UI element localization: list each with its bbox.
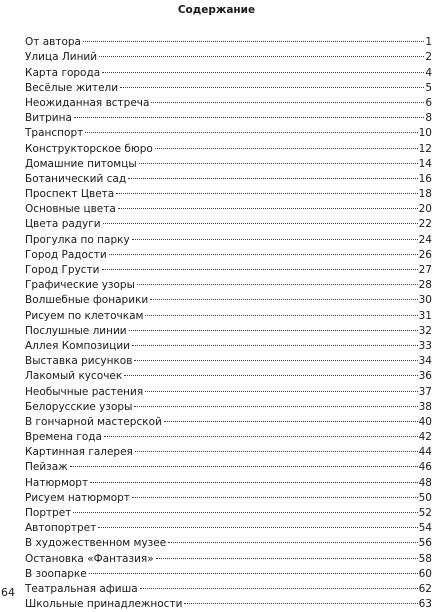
toc-entry-title: Волшебные фонарики: [25, 294, 149, 307]
toc-entry-title: Пейзаж: [25, 461, 68, 474]
toc-entry-title: Необычные растения: [25, 385, 144, 398]
dot-leader: [103, 212, 418, 227]
toc-entry-title: Натюрморт: [25, 476, 89, 489]
toc-entry-title: Театральная афиша: [25, 582, 138, 595]
toc-entry-page-number: 5: [425, 81, 432, 94]
dot-leader: [139, 152, 418, 167]
toc-entry-page-number: 56: [418, 537, 432, 550]
page-title: Содержание: [177, 4, 256, 16]
dot-leader: [155, 136, 418, 151]
toc-entry-page-number: 37: [418, 385, 432, 398]
toc-entry-title: Ботанический сад: [25, 172, 127, 185]
dot-leader: [99, 45, 424, 60]
dot-leader: [85, 121, 417, 136]
dot-leader: [73, 501, 417, 516]
toc-entry: [25, 45, 432, 64]
dot-leader: [140, 577, 418, 592]
toc-entry-title: Прогулка по парку: [25, 233, 130, 246]
toc-entry-page-number: 6: [425, 96, 432, 109]
dot-leader: [132, 227, 418, 242]
toc-entry-page-number: 26: [418, 248, 432, 261]
toc-entry-page-number: 34: [418, 355, 432, 368]
dot-leader: [120, 76, 424, 91]
toc-entry-page-number: 63: [418, 598, 432, 611]
toc-entry-title: Автопортрет: [25, 522, 97, 535]
toc-entry-page-number: 10: [418, 127, 432, 140]
toc-entry-title: Остановка «Фантазия»: [25, 552, 154, 565]
toc-entry-title: Весёлые жители: [25, 81, 119, 94]
toc-entry-page-number: 18: [418, 188, 432, 201]
toc-entry-title: Графические узоры: [25, 279, 135, 292]
toc-entry-page-number: 12: [418, 142, 432, 155]
dot-leader: [145, 379, 417, 394]
toc-entry-title: Неожиданная встреча: [25, 96, 150, 109]
toc-entry: [25, 121, 432, 140]
toc-entry-title: Основные цвета: [25, 203, 116, 216]
dot-leader: [150, 288, 417, 303]
dot-leader: [109, 243, 418, 258]
toc-entry-page-number: 28: [418, 279, 432, 292]
dot-leader: [168, 531, 417, 546]
toc-entry-page-number: 52: [418, 507, 432, 519]
toc-entry: [25, 470, 432, 489]
toc-entry-title: От автора: [25, 36, 81, 49]
dot-leader: [132, 486, 418, 501]
toc-entry-title: Выставка рисунков: [25, 355, 133, 368]
toc-entry: [25, 106, 432, 125]
dot-leader: [132, 334, 418, 349]
dot-leader: [102, 258, 418, 273]
toc-entry-title: Аллея Композиции: [25, 339, 131, 352]
toc-entry-title: Портрет: [25, 507, 72, 519]
toc-entry-page-number: 33: [418, 339, 432, 352]
toc-entry-title: Конструкторское бюро: [25, 142, 153, 155]
dot-leader: [135, 440, 418, 455]
toc-entry-title: Карта города: [25, 66, 101, 79]
dot-leader: [116, 182, 417, 197]
toc-entry-title: Белорусские узоры: [25, 400, 133, 413]
toc-entry-title: Послушные линии: [25, 324, 127, 337]
dot-leader: [156, 546, 418, 561]
toc-entry-page-number: 2: [425, 51, 432, 64]
dot-leader: [164, 410, 418, 425]
table-of-contents: [25, 30, 432, 611]
toc-entry-title: В зоопарке: [25, 567, 87, 580]
page-number: 64: [1, 586, 15, 599]
dot-leader: [104, 425, 418, 440]
toc-entry-page-number: 36: [418, 370, 432, 383]
toc-entry: [25, 136, 432, 155]
toc-entry-page-number: 22: [418, 218, 432, 231]
toc-entry-title: Лакомый кусочек: [25, 370, 123, 383]
toc-entry-title: Рисуем по клеточкам: [25, 309, 144, 322]
toc-entry-title: Домашние питомцы: [25, 157, 137, 170]
toc-entry-page-number: 24: [418, 233, 432, 246]
toc-entry-page-number: 46: [418, 461, 432, 474]
toc-entry-title: Улица Линий: [25, 51, 98, 64]
toc-entry-title: Цвета радуги: [25, 218, 101, 231]
toc-entry-page-number: 27: [418, 264, 432, 276]
toc-entry-page-number: 16: [418, 172, 432, 185]
toc-entry-page-number: 62: [418, 582, 432, 595]
toc-entry-title: Город Радости: [25, 248, 107, 261]
dot-leader: [74, 106, 424, 121]
dot-leader: [124, 364, 417, 379]
toc-entry-page-number: 42: [418, 431, 432, 444]
toc-entry-page-number: 20: [418, 203, 432, 216]
dot-leader: [134, 349, 417, 364]
toc-entry-title: Транспорт: [25, 127, 84, 140]
dot-leader: [83, 30, 424, 45]
toc-entry: [25, 501, 432, 519]
toc-entry-title: В художественном музее: [25, 537, 167, 550]
dot-leader: [98, 516, 417, 531]
toc-entry-page-number: 32: [418, 324, 432, 337]
dot-leader: [102, 60, 424, 75]
toc-entry-page-number: 31: [418, 309, 432, 322]
toc-entry-title: Город Грусти: [25, 264, 100, 276]
toc-entry-page-number: 60: [418, 567, 432, 580]
toc-entry-page-number: 38: [418, 400, 432, 413]
toc-entry: [25, 455, 432, 474]
toc-entry-page-number: 54: [418, 522, 432, 535]
toc-entry-page-number: 44: [418, 446, 432, 459]
toc-entry-page-number: 1: [425, 36, 432, 49]
toc-entry-title: Картинная галерея: [25, 446, 133, 459]
dot-leader: [128, 167, 418, 182]
toc-entry-page-number: 4: [425, 66, 432, 79]
dot-leader: [145, 303, 417, 318]
toc-entry-title: Проспект Цвета: [25, 188, 115, 201]
dot-leader: [137, 273, 418, 288]
toc-entry-page-number: 50: [418, 491, 432, 504]
toc-entry-page-number: 30: [418, 294, 432, 307]
dot-leader: [134, 395, 417, 410]
dot-leader: [90, 470, 418, 485]
dot-leader: [118, 197, 418, 212]
toc-entry-title: Школьные принадлежности: [25, 598, 183, 611]
toc-entry-title: Времена года: [25, 431, 102, 444]
toc-entry-page-number: 40: [418, 415, 432, 428]
toc-entry: [25, 30, 432, 49]
toc-entry: [25, 516, 432, 535]
toc-entry-page-number: 58: [418, 552, 432, 565]
dot-leader: [89, 562, 418, 577]
toc-entry-page-number: 14: [418, 157, 432, 170]
toc-entry-page-number: 48: [418, 476, 432, 489]
toc-entry-title: Рисуем натюрморт: [25, 491, 130, 504]
dot-leader: [151, 91, 424, 106]
toc-entry-page-number: 8: [425, 112, 432, 125]
dot-leader: [70, 455, 418, 470]
toc-entry-title: Витрина: [25, 112, 72, 125]
dot-leader: [129, 319, 418, 334]
toc-entry-title: В гончарной мастерской: [25, 415, 162, 428]
